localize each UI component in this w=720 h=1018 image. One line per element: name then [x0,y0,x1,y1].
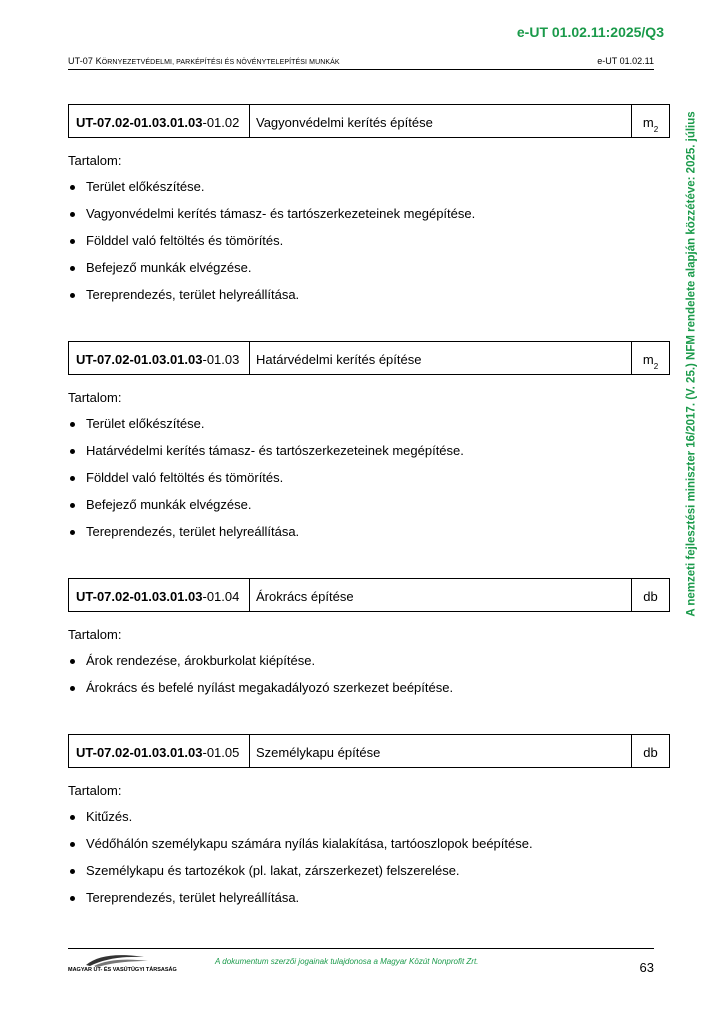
content-list [68,653,670,696]
item-code-bold: UT-07.02-01.03.01.03 [76,115,203,130]
list-item: Tereprendezés, terület helyreállítása. [68,524,670,540]
content-label: Tartalom: [68,153,122,168]
logo-text: MAGYAR ÚT- ÉS VASÚTÜGYI TÁRSASÁG [68,967,177,973]
item-title: Árokrács építése [250,579,632,611]
list-item: Tereprendezés, terület helyreállítása. [68,890,670,906]
item-code-bold: UT-07.02-01.03.01.03 [76,589,203,604]
item-code-bold: UT-07.02-01.03.01.03 [76,745,203,760]
header-chapter-prefix: UT-07 K [68,56,102,66]
item-code-table [68,578,670,612]
footer-rule [68,948,654,949]
copyright-note: A dokumentum szerzői jogainak tulajdonosa a Magyar Közút Nonprofit Zrt. [215,957,479,966]
work-item [68,578,670,696]
content-label: Tartalom: [68,627,122,642]
item-title: Határvédelmi kerítés építése [250,342,632,374]
item-unit-text: db [643,745,658,760]
item-title: Vagyonvédelmi kerítés építése [250,105,632,137]
item-code-table [68,104,670,138]
list-item: Földdel való feltöltés és tömörítés. [68,233,670,249]
header-chapter-rest: ÖRNYEZETVÉDELMI, PARKÉPÍTÉSI ÉS NÖVÉNYTELEPÍTÉSI MUNKÁK [101,59,340,66]
list-item: Befejező munkák elvégzése. [68,497,670,513]
list-item: Vagyonvédelmi kerítés támasz- és tartószerkezeteinek megépítése. [68,206,670,222]
item-code-suffix: -01.05 [202,745,240,760]
item-code-table [68,341,670,375]
item-unit [632,735,669,767]
list-item: Védőhálón személykapu számára nyílás kialakítása, tartóoszlopok beépítése. [68,836,670,852]
work-item [68,341,670,540]
work-item [68,104,670,303]
content-list [68,416,670,540]
content-list [68,179,670,303]
item-unit [632,579,669,611]
item-unit-text: m [642,352,654,367]
header-chapter-title [68,56,340,66]
list-item: Befejező munkák elvégzése. [68,260,670,276]
list-item: Terület előkészítése. [68,416,670,432]
content-label: Tartalom: [68,390,122,405]
item-code-bold: UT-07.02-01.03.01.03 [76,352,203,367]
association-logo [68,951,177,973]
running-header [68,56,654,70]
item-code-cell [69,735,250,767]
item-unit: m 2 [642,115,659,134]
item-code-suffix: -01.04 [202,589,240,604]
list-item: Személykapu és tartozékok (pl. lakat, zárszerkezet) felszerelése. [68,863,670,879]
header-doc-ref: e-UT 01.02.11 [597,56,654,66]
item-code-suffix: -01.03 [202,352,240,367]
item-title: Személykapu építése [250,735,632,767]
item-unit: m 2 [642,352,659,371]
item-unit-text: db [643,589,658,604]
item-code-cell [69,342,250,374]
side-publication-note [682,94,702,634]
list-item: Terület előkészítése. [68,179,670,195]
list-item: Árok rendezése, árokburkolat kiépítése. [68,653,670,669]
document-code: e-UT 01.02.11:2025/Q3 [516,24,664,40]
content-label: Tartalom: [68,783,122,798]
item-code-cell [69,105,250,137]
list-item: Kitűzés. [68,809,670,825]
work-item [68,734,670,906]
item-unit-text: m [642,115,654,130]
road-swoosh-icon [68,951,160,967]
content-list [68,809,670,906]
item-code-suffix: -01.02 [202,115,240,130]
list-item: Árokrács és befelé nyílást megakadályozó szerkezet beépítése. [68,680,670,696]
item-code-table [68,734,670,768]
item-code-cell [69,579,250,611]
list-item: Határvédelmi kerítés támasz- és tartószerkezeteinek megépítése. [68,443,670,459]
list-item: Földdel való feltöltés és tömörítés. [68,470,670,486]
side-publication-note-text: A nemzeti fejlesztési miniszter 16/2017. (V. 25.) NFM rendelete alapján közzétéve: 2025. július [686,111,699,617]
list-item: Tereprendezés, terület helyreállítása. [68,287,670,303]
page-number: 63 [639,960,654,975]
